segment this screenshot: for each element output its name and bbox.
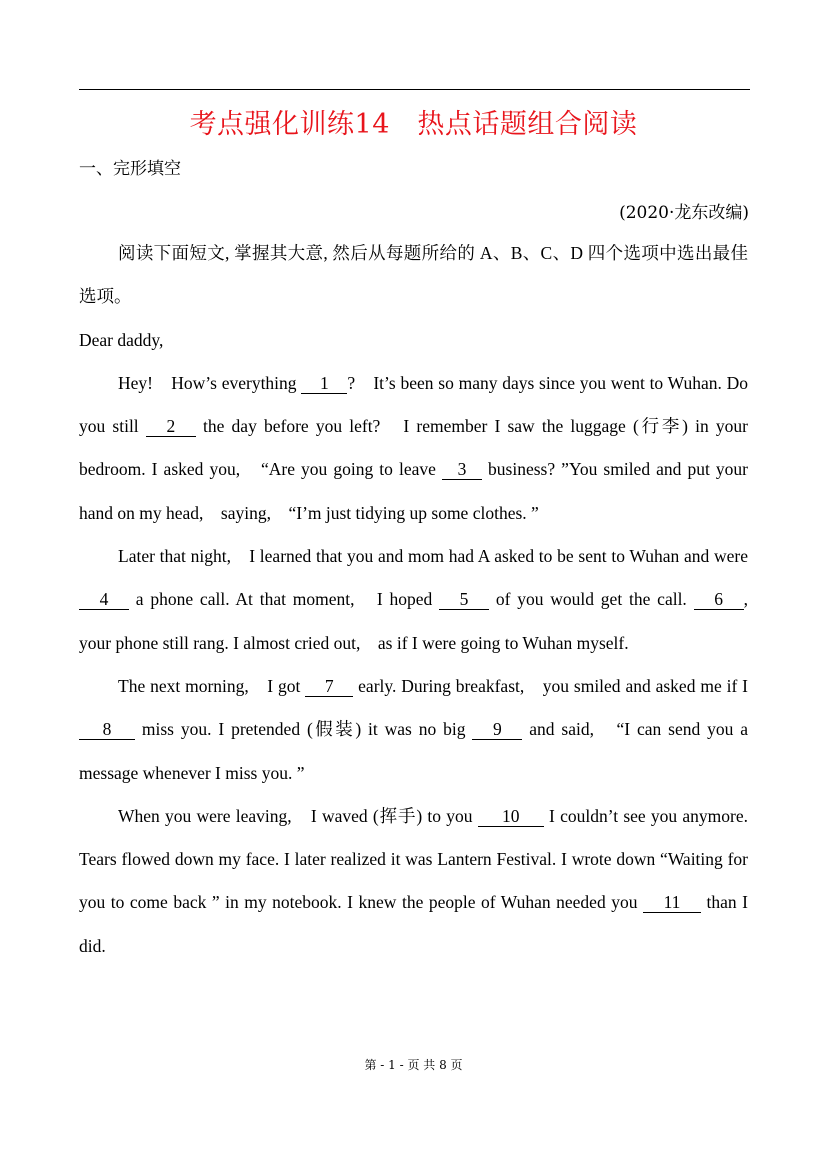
blank-9: 9: [472, 719, 522, 740]
text-run: than I did.: [79, 892, 748, 956]
instructions: [79, 232, 748, 319]
blank-3: 3: [442, 459, 482, 480]
blank-11: 11: [643, 892, 701, 913]
text-run: of you would get the call.: [489, 589, 694, 610]
paragraph-3: [79, 665, 748, 795]
text-run: the day before you left? I remember I saw the luggage (行李) in your bedroom. I asked you, “Are you going to leave: [79, 416, 748, 480]
text-run: I couldn’t see you anymore. Tears flowed down my face. I later realized it was Lantern Festival. I wrote down “Waiting for you to come back ” in my notebook. I knew the people of Wuhan needed you: [79, 805, 748, 913]
page-title: 考点强化训练14 热点话题组合阅读: [189, 109, 638, 140]
blank-4: 4: [79, 589, 129, 610]
blank-7: 7: [305, 676, 353, 697]
text-run: early. During breakfast, you smiled and asked me if I: [353, 675, 749, 696]
text-run: When you were leaving, I waved (挥手) to you: [118, 805, 478, 826]
source-note: (2020·龙东改编): [619, 203, 749, 223]
blank-10: 10: [478, 806, 544, 827]
instructions-line-2: 出最佳选项。: [79, 243, 748, 307]
blank-6: 6: [694, 589, 744, 610]
text-run: and said, “I can send you a message whenever I miss you. ”: [79, 719, 749, 783]
text-run: miss you. I pretended (假装) it was no big: [135, 719, 473, 740]
blank-8: 8: [79, 719, 135, 740]
blank-5: 5: [439, 589, 489, 610]
text-run: ? It’s been so many days since you went to Wuhan. Do you still: [79, 372, 748, 437]
paragraph-2: [79, 535, 766, 665]
text-run: The next morning, I got: [118, 675, 306, 696]
text-run: , your phone still rang. I almost cried out, as if I were going to Wuhan myself.: [79, 589, 766, 653]
header-rule: [79, 89, 750, 90]
salutation: Dear daddy,: [79, 329, 164, 350]
text-run: business? ”You smiled and put your hand on my head, saying, “I’m just tidying up some clothes. ”: [79, 459, 748, 523]
passage-body: [79, 232, 766, 968]
blank-1: 1: [301, 373, 347, 394]
blank-2: 2: [146, 416, 196, 437]
text-run: a phone call. At that moment, I hoped: [129, 589, 440, 610]
section-heading: 一、完形填空: [79, 159, 181, 179]
paragraph-1: [79, 362, 748, 535]
instructions-line-1: 阅读下面短文, 掌握其大意, 然后从每题所给的 A、B、C、D 四个选项中选: [118, 243, 695, 263]
text-run: Hey! How’s everything: [118, 372, 302, 393]
paragraph-4: [79, 795, 748, 968]
text-run: Later that night, I learned that you and mom had A asked to be sent to Wuhan and were: [118, 546, 748, 567]
page-footer: 第 - 1 - 页 共 8 页: [364, 1058, 463, 1072]
